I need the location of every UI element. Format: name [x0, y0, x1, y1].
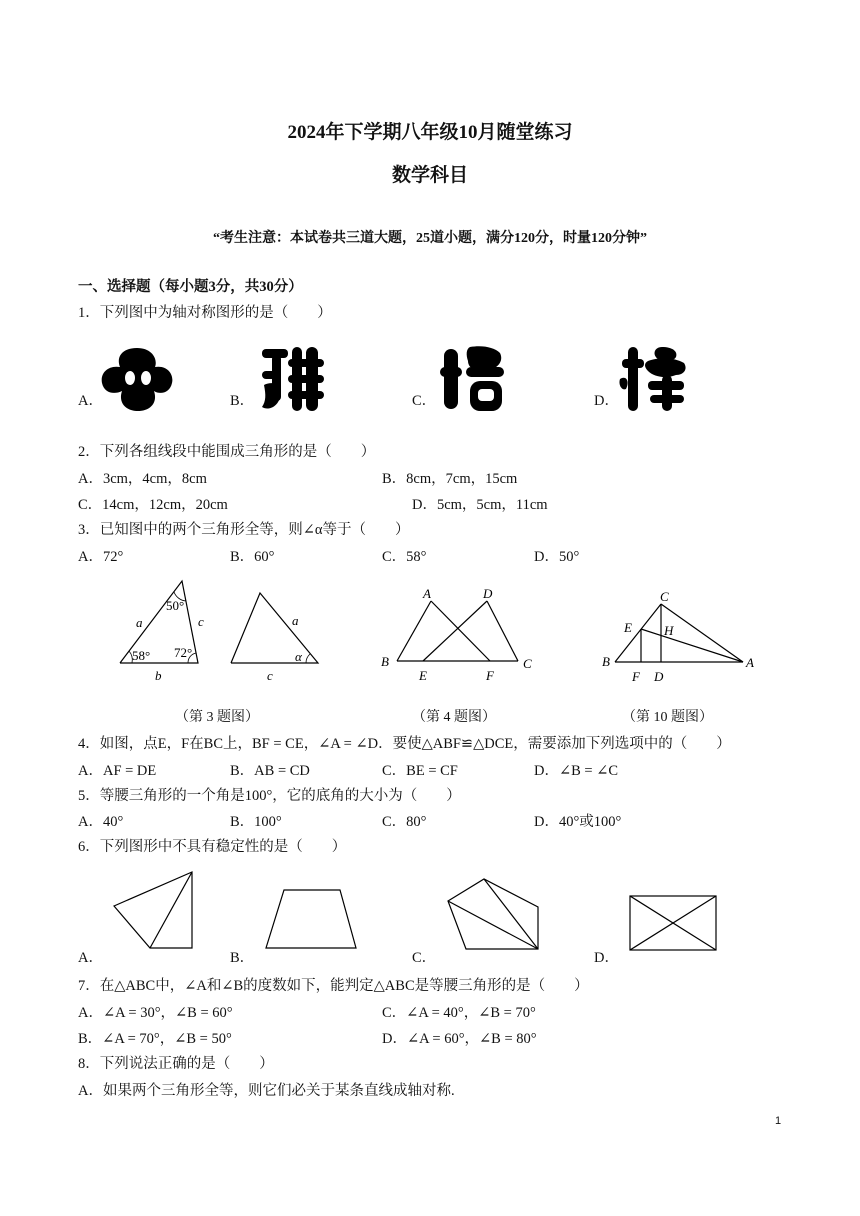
fig4-label-d: D	[483, 586, 493, 601]
page-number: 1	[775, 1115, 782, 1127]
q3-option-a: A．72°	[78, 549, 124, 565]
fig10-label-f: F	[632, 669, 640, 684]
q3-option-d: D．50°	[534, 549, 580, 565]
glyph-ya-image	[258, 345, 326, 413]
question-3-stem: 3．已知图中的两个三角形全等，则∠α等于（ ）	[78, 522, 410, 538]
q5-option-a: A．40°	[78, 814, 124, 830]
fig4-label-f: F	[486, 668, 494, 683]
q4-option-c: C．BE = CF	[382, 763, 458, 779]
question-7-stem: 7．在△ABC中，∠A和∠B的度数如下，能判定△ABC是等腰三角形的是（ ）	[78, 978, 589, 994]
q1-option-d: D．	[594, 393, 619, 409]
figure-10	[598, 585, 768, 687]
question-6-stem: 6．下列图形中不具有稳定性的是（ ）	[78, 839, 347, 855]
fig3-alpha: α	[295, 649, 302, 664]
q6-option-c: C．	[412, 950, 437, 966]
q6-option-d: D．	[594, 950, 619, 966]
subject-title: 数学科目	[391, 165, 468, 186]
question-1-stem: 1．下列图中为轴对称图形的是（ ）	[78, 305, 332, 321]
q3-option-c: C．58°	[382, 549, 427, 565]
q6-figure-a	[108, 866, 198, 952]
fig4-label-e: E	[419, 668, 427, 683]
question-2-stem: 2．下列各组线段中能围成三角形的是（ ）	[78, 444, 376, 460]
q6-option-b: B．	[230, 950, 255, 966]
fig10-label-d: D	[654, 669, 664, 684]
fig4-label-b: B	[381, 654, 389, 669]
glyph-cui-image	[618, 345, 690, 413]
fig3-caption: （第 3 题图）	[175, 710, 259, 725]
q5-option-b: B．100°	[230, 814, 282, 830]
fig10-label-e: E	[624, 620, 632, 635]
q6-option-a: A．	[78, 950, 103, 966]
q3-option-b: B．60°	[230, 549, 275, 565]
q2-option-c: C．14cm，12cm，20cm	[78, 497, 228, 513]
fig10-label-a: A	[746, 655, 754, 670]
q4-option-d: D．∠B = ∠C	[534, 763, 619, 779]
fig3-side-c2: c	[267, 668, 273, 683]
q2-option-a: A．3cm，4cm，8cm	[78, 471, 207, 487]
q7-option-d: D．∠A = 60°，∠B = 80°	[382, 1031, 537, 1047]
q4-option-a: A．AF = DE	[78, 763, 157, 779]
q1-option-c: C．	[412, 393, 437, 409]
q1-option-a: A．	[78, 393, 103, 409]
q2-option-b: B．8cm，7cm，15cm	[382, 471, 518, 487]
glyph-pei-image	[438, 345, 506, 413]
fig3-side-b: b	[155, 668, 162, 683]
q6-figure-c	[444, 877, 544, 953]
fig3-side-c: c	[198, 614, 204, 629]
fig10-label-h: H	[664, 623, 674, 638]
q5-option-d: D．40°或100°	[534, 814, 622, 830]
figure-3	[110, 575, 330, 685]
fig3-side-a: a	[136, 615, 143, 630]
q1-option-b: B．	[230, 393, 255, 409]
figure-4	[375, 582, 545, 686]
fig3-angle-58: 58°	[132, 648, 151, 663]
fig4-label-a: A	[423, 586, 431, 601]
q7-option-a: A．∠A = 30°，∠B = 60°	[78, 1005, 233, 1021]
q5-option-c: C．80°	[382, 814, 427, 830]
exam-title: 2024年下学期八年级10月随堂练习	[287, 122, 573, 143]
q2-option-d: D．5cm，5cm，11cm	[412, 497, 548, 513]
question-4-stem: 4．如图，点E，F在BC上，BF = CE，∠A = ∠D．要使△ABF≌△DCE，需要添加下列选项中的（ ）	[78, 736, 731, 752]
fig3-angle-50: 50°	[166, 598, 185, 613]
fig3-angle-72: 72°	[174, 645, 193, 660]
q7-option-b: B．∠A = 70°，∠B = 50°	[78, 1031, 232, 1047]
question-8-stem: 8．下列说法正确的是（ ）	[78, 1056, 274, 1072]
q7-option-c: C．∠A = 40°，∠B = 70°	[382, 1005, 536, 1021]
fig10-label-c: C	[660, 589, 669, 604]
exam-notice: “考生注意：本试卷共三道大题，25道小题，满分120分，时量120分钟”	[213, 231, 647, 246]
q4-option-b: B．AB = CD	[230, 763, 310, 779]
q6-figure-d	[628, 894, 718, 952]
q6-figure-b	[262, 886, 362, 952]
q8-option-a: A．如果两个三角形全等，则它们必关于某条直线成轴对称.	[78, 1083, 455, 1099]
fig3-side-a2: a	[292, 613, 299, 628]
fig4-label-c: C	[523, 656, 532, 671]
fig10-label-b: B	[602, 654, 610, 669]
fig10-caption: （第 10 题图）	[622, 710, 713, 725]
question-5-stem: 5．等腰三角形的一个角是100°，它的底角的大小为（ ）	[78, 788, 461, 804]
section-heading: 一、选择题（每小题3分，共30分）	[78, 279, 303, 295]
fig4-caption: （第 4 题图）	[412, 710, 496, 725]
glyph-zhong-image	[100, 345, 175, 413]
